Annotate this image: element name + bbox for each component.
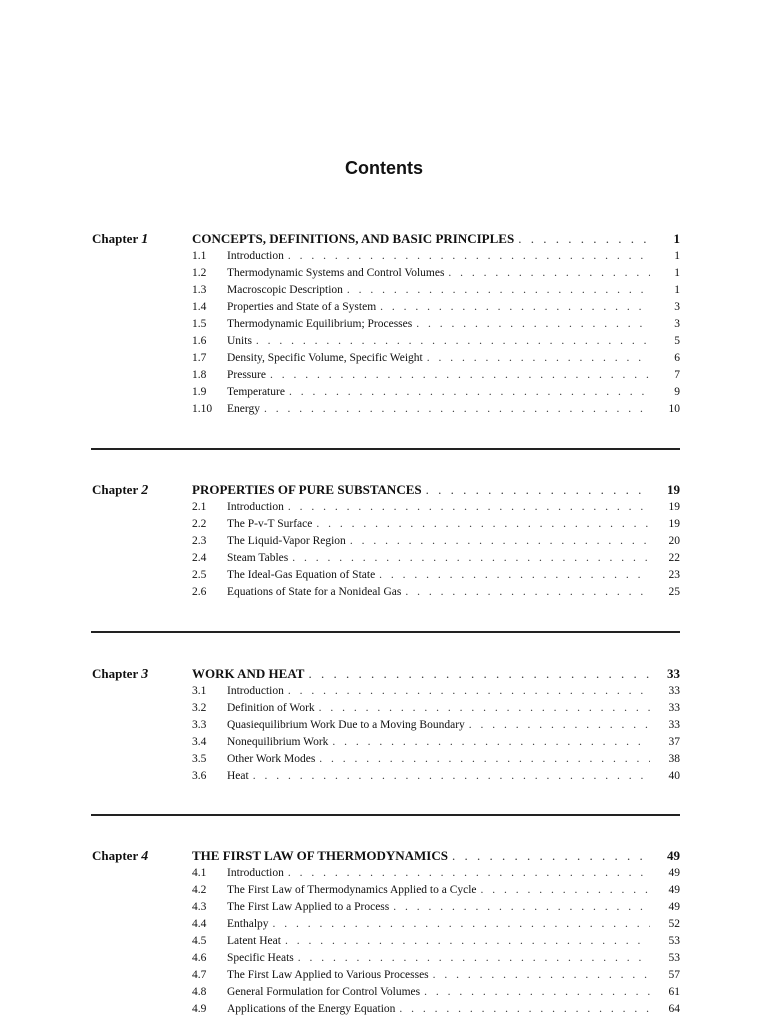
- page-number: 20: [668, 535, 680, 547]
- page-number: 49: [668, 867, 680, 879]
- section-title: Units: [227, 335, 252, 347]
- section-number: 2.4: [192, 552, 207, 564]
- toc-entry[interactable]: [192, 299, 680, 315]
- leader-dots: [319, 700, 650, 716]
- section-title: Macroscopic Description: [227, 284, 343, 296]
- section-title: Introduction: [227, 250, 284, 262]
- toc-entry[interactable]: [192, 768, 680, 784]
- leader-dots: [270, 367, 650, 383]
- leader-dots: [379, 567, 650, 583]
- section-title: Density, Specific Volume, Specific Weight: [227, 352, 423, 364]
- section-title: Heat: [227, 770, 249, 782]
- toc-entry[interactable]: [192, 265, 680, 281]
- leader-dots: [319, 751, 650, 767]
- section-number: 1.10: [192, 403, 213, 415]
- toc-entry[interactable]: [192, 282, 680, 298]
- leader-dots: [288, 248, 650, 264]
- leader-dots: [288, 499, 650, 515]
- chapter-title: WORK AND HEAT: [192, 666, 305, 681]
- leader-dots: [292, 550, 650, 566]
- section-title: The First Law Applied to Various Processes: [227, 969, 429, 981]
- section-title: Properties and State of a System: [227, 301, 377, 313]
- leader-dots: [308, 666, 650, 682]
- leader-dots: [424, 984, 650, 1000]
- section-number: 3.5: [192, 753, 207, 765]
- page-number: 22: [668, 552, 680, 564]
- page-number: 37: [668, 736, 680, 748]
- page-number: 49: [668, 884, 680, 896]
- section-title: Thermodynamic Equilibrium; Processes: [227, 318, 413, 330]
- section-number: 1.1: [192, 250, 207, 262]
- section-title: Enthalpy: [227, 918, 269, 930]
- page-number: 10: [668, 403, 680, 415]
- section-title: Applications of the Energy Equation: [227, 1003, 396, 1015]
- section-number: 3.4: [192, 736, 207, 748]
- leader-dots: [518, 231, 650, 247]
- toc-entry[interactable]: [192, 683, 680, 699]
- chapter-label: Chapter 1: [92, 231, 149, 247]
- page-number: 19: [668, 501, 680, 513]
- section-number: 4.8: [192, 986, 207, 998]
- leader-dots: [416, 316, 650, 332]
- page-number: 64: [668, 1003, 680, 1015]
- leader-dots: [405, 584, 650, 600]
- chapter-label: Chapter 4: [92, 848, 149, 864]
- page-number: 61: [668, 986, 680, 998]
- section-title: Introduction: [227, 685, 284, 697]
- leader-dots: [347, 282, 650, 298]
- toc-entry[interactable]: [192, 499, 680, 515]
- leader-dots: [433, 967, 650, 983]
- section-title: Temperature: [227, 386, 285, 398]
- section-number: 1.4: [192, 301, 207, 313]
- leader-dots: [350, 533, 650, 549]
- chapter-title-row[interactable]: [192, 231, 680, 247]
- chapter-title-row[interactable]: [192, 482, 680, 498]
- section-number: 2.2: [192, 518, 207, 530]
- section-number: 2.3: [192, 535, 207, 547]
- section-title: Equations of State for a Nonideal Gas: [227, 586, 402, 598]
- section-number: 1.9: [192, 386, 207, 398]
- section-number: 4.7: [192, 969, 207, 981]
- section-title: Introduction: [227, 867, 284, 879]
- leader-dots: [469, 717, 650, 733]
- chapter-title: PROPERTIES OF PURE SUBSTANCES: [192, 482, 422, 497]
- page-number: 53: [668, 935, 680, 947]
- page-number: 53: [668, 952, 680, 964]
- toc-entry[interactable]: [192, 384, 680, 400]
- page-number: 33: [668, 685, 680, 697]
- page-number: 3: [674, 301, 680, 313]
- leader-dots: [253, 768, 650, 784]
- section-title: The First Law Applied to a Process: [227, 901, 390, 913]
- section-number: 1.2: [192, 267, 207, 279]
- page-number: 19: [667, 482, 680, 497]
- page-number: 1: [674, 267, 680, 279]
- section-title: Nonequilibrium Work: [227, 736, 329, 748]
- chapter-divider: [91, 814, 680, 816]
- toc-entry[interactable]: [192, 316, 680, 332]
- toc-entry[interactable]: [192, 916, 680, 932]
- page-title: Contents: [345, 158, 423, 178]
- section-number: 1.5: [192, 318, 207, 330]
- page-number: 57: [668, 969, 680, 981]
- section-number: 4.1: [192, 867, 207, 879]
- chapter-label: Chapter 2: [92, 482, 149, 498]
- page-number: 49: [668, 901, 680, 913]
- section-number: 1.3: [192, 284, 207, 296]
- section-number: 2.6: [192, 586, 207, 598]
- toc-entry[interactable]: [192, 734, 680, 750]
- page-number: 1: [674, 250, 680, 262]
- section-title: General Formulation for Control Volumes: [227, 986, 421, 998]
- section-number: 3.1: [192, 685, 207, 697]
- toc-entry[interactable]: [192, 751, 680, 767]
- toc-entry[interactable]: [192, 882, 680, 898]
- leader-dots: [288, 865, 650, 881]
- leader-dots: [380, 299, 650, 315]
- toc-entry[interactable]: [192, 865, 680, 881]
- section-title: Pressure: [227, 369, 266, 381]
- page-number: 7: [674, 369, 680, 381]
- page-number: 23: [668, 569, 680, 581]
- leader-dots: [273, 916, 650, 932]
- section-number: 2.5: [192, 569, 207, 581]
- page-number: 33: [667, 666, 680, 681]
- chapter-divider: [91, 448, 680, 450]
- toc-entry[interactable]: [192, 584, 680, 600]
- page-number: 38: [668, 753, 680, 765]
- page-number: 6: [674, 352, 680, 364]
- page-number: 5: [674, 335, 680, 347]
- chapter-title: THE FIRST LAW OF THERMODYNAMICS: [192, 848, 448, 863]
- leader-dots: [316, 516, 650, 532]
- page-number: 33: [668, 719, 680, 731]
- section-title: Latent Heat: [227, 935, 281, 947]
- page-number: 1: [674, 284, 680, 296]
- leader-dots: [256, 333, 650, 349]
- toc-entry[interactable]: [192, 516, 680, 532]
- toc-entry[interactable]: [192, 967, 680, 983]
- page-number: 33: [668, 702, 680, 714]
- section-title: Energy: [227, 403, 261, 415]
- leader-dots: [448, 265, 650, 281]
- section-title: Steam Tables: [227, 552, 289, 564]
- toc-entry[interactable]: [192, 933, 680, 949]
- section-title: Introduction: [227, 501, 284, 513]
- page-number: 49: [667, 848, 680, 863]
- leader-dots: [288, 683, 650, 699]
- leader-dots: [264, 401, 650, 417]
- section-number: 2.1: [192, 501, 207, 513]
- chapter-title-row[interactable]: [192, 666, 680, 682]
- section-title: The First Law of Thermodynamics Applied to a Cycle: [227, 884, 477, 896]
- section-title: Thermodynamic Systems and Control Volumes: [227, 267, 445, 279]
- section-number: 4.2: [192, 884, 207, 896]
- section-title: Quasiequilibrium Work Due to a Moving Boundary: [227, 719, 465, 731]
- page-number: 3: [674, 318, 680, 330]
- leader-dots: [426, 482, 650, 498]
- section-number: 4.5: [192, 935, 207, 947]
- toc-entry[interactable]: [192, 700, 680, 716]
- page-number: 9: [674, 386, 680, 398]
- toc-entry[interactable]: [192, 401, 680, 417]
- leader-dots: [481, 882, 650, 898]
- toc-entry[interactable]: [192, 350, 680, 366]
- chapter-title-row[interactable]: [192, 848, 680, 864]
- page-number: 40: [668, 770, 680, 782]
- section-number: 4.4: [192, 918, 207, 930]
- section-title: Definition of Work: [227, 702, 315, 714]
- page-number: 19: [668, 518, 680, 530]
- section-title: The Liquid-Vapor Region: [227, 535, 346, 547]
- section-number: 3.2: [192, 702, 207, 714]
- leader-dots: [427, 350, 650, 366]
- section-title: Other Work Modes: [227, 753, 316, 765]
- chapter-divider: [91, 631, 680, 633]
- section-number: 3.3: [192, 719, 207, 731]
- leader-dots: [298, 950, 650, 966]
- section-number: 1.7: [192, 352, 207, 364]
- leader-dots: [332, 734, 650, 750]
- toc-entry[interactable]: [192, 950, 680, 966]
- leader-dots: [285, 933, 650, 949]
- section-number: 1.6: [192, 335, 207, 347]
- leader-dots: [289, 384, 650, 400]
- toc-entry[interactable]: [192, 567, 680, 583]
- chapter-label: Chapter 3: [92, 666, 149, 682]
- toc-entry[interactable]: [192, 333, 680, 349]
- toc-entry[interactable]: [192, 1001, 680, 1017]
- toc-entry[interactable]: [192, 533, 680, 549]
- toc-entry[interactable]: [192, 550, 680, 566]
- page-number: 1: [673, 231, 680, 246]
- section-title: The Ideal-Gas Equation of State: [227, 569, 376, 581]
- chapter-title: CONCEPTS, DEFINITIONS, AND BASIC PRINCIPLES: [192, 231, 515, 246]
- toc-entry[interactable]: [192, 367, 680, 383]
- toc-entry[interactable]: [192, 248, 680, 264]
- toc-entry[interactable]: [192, 717, 680, 733]
- section-number: 4.3: [192, 901, 207, 913]
- page-number: 52: [668, 918, 680, 930]
- section-number: 3.6: [192, 770, 207, 782]
- section-number: 4.9: [192, 1003, 207, 1015]
- leader-dots: [399, 1001, 650, 1017]
- toc-entry[interactable]: [192, 899, 680, 915]
- page-number: 25: [668, 586, 680, 598]
- section-number: 4.6: [192, 952, 207, 964]
- section-number: 1.8: [192, 369, 207, 381]
- toc-entry[interactable]: [192, 984, 680, 1000]
- section-title: The P-v-T Surface: [227, 518, 313, 530]
- leader-dots: [393, 899, 650, 915]
- section-title: Specific Heats: [227, 952, 294, 964]
- leader-dots: [452, 848, 650, 864]
